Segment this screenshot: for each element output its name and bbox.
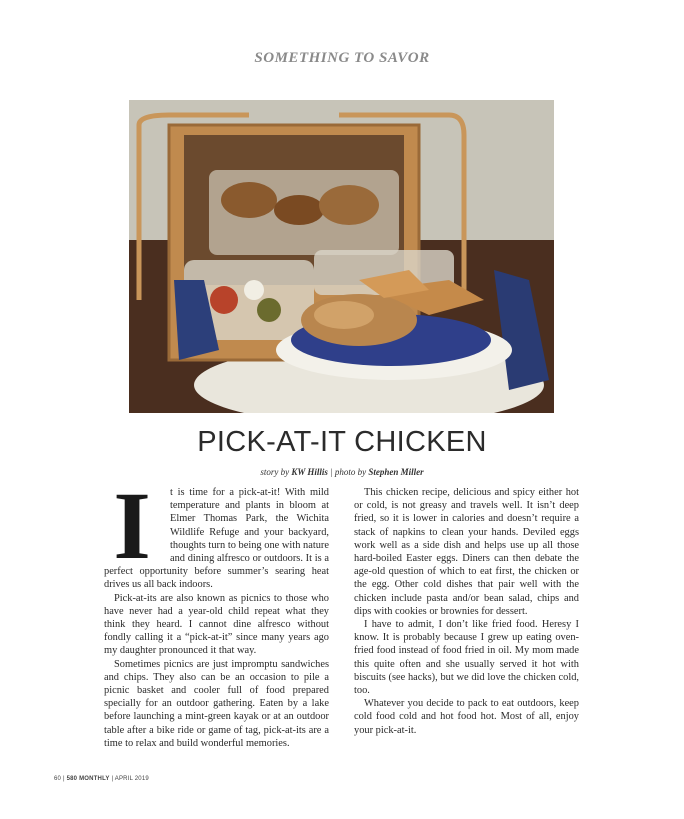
folio-separator: |	[62, 776, 65, 782]
paragraph: I have to admit, I don’t like fried food. Heresy I know. It is probably because I grew up eating oven-fried food instead of food fried in oil. My mom made this quite often and she usually served it hot with biscuits (see hacks), but we did love the chicken cold, too.	[354, 619, 579, 697]
picnic-basket-chicken-image	[129, 100, 554, 413]
byline-separator: |	[330, 467, 333, 477]
paragraph: Sometimes picnics are just impromptu sandwiches and chips. They also can be an occasion to pile a picnic basket and cooler full of food prepared specially for an outdoor gathering. Eaten by a lake before launching a mint-green kayak or at an outdoor table after a bike ride or game of tag, pick-at-its are a time to relax and build wonderful memories.	[104, 658, 329, 749]
picnic-photo	[129, 100, 554, 413]
byline	[0, 467, 684, 477]
byline-author: KW Hillis	[291, 467, 328, 477]
folio-separator: |	[111, 776, 114, 782]
byline-photographer: Stephen Miller	[368, 467, 424, 477]
section-kicker: SOMETHING TO SAVOR	[254, 50, 430, 66]
byline-photo-prefix: photo by	[334, 467, 367, 477]
paragraph: This chicken recipe, delicious and spicy either hot or cold, is not greasy and travels well. It isn’t deep fried, so it is lower in calories and doesn’t require a stack of napkins to clean your hands. Deviled eggs work well as a side dish and helps use up all those hard-boiled Easter eggs. Diners can then debate the age-old question of which to eat first, the chicken or the egg. Other cold dishes that pair well with the chicken include pasta and/or bean salad, chips and dips with cookies or brownies for dessert.	[354, 487, 579, 617]
article-headline: PICK-AT-IT CHICKEN	[197, 426, 487, 458]
paragraph: t is time for a pick-at-it! With mild temperature and plants in bloom at Elmer Thomas Park, the Wichita Wildlife Refuge and your backyard, thoughts turn to being one with nature and dining alfresco or outdoors. It is a perfect opportunity before summer’s searing heat drives us all back indoors.	[104, 487, 329, 591]
magazine-name: 580 MONTHLY	[66, 776, 110, 782]
byline-story-prefix: story by	[260, 467, 290, 477]
issue-date: APRIL 2019	[114, 776, 149, 782]
drop-cap: I	[113, 472, 151, 579]
page-number: 60	[54, 776, 62, 782]
paragraph: Pick-at-its are also known as picnics to those who have never had a year-old child repeat what they think they heard. I cannot dine alfresco without fondly calling it a “pick-at-it” since many years ago my daughter pronounced it that way.	[104, 592, 329, 657]
paragraph: Whatever you decide to pack to eat outdoors, keep cold food cold and hot food hot. Most of all, enjoy your pick-at-it.	[354, 698, 579, 736]
page-folio	[54, 776, 149, 782]
article-column-2	[354, 486, 579, 737]
